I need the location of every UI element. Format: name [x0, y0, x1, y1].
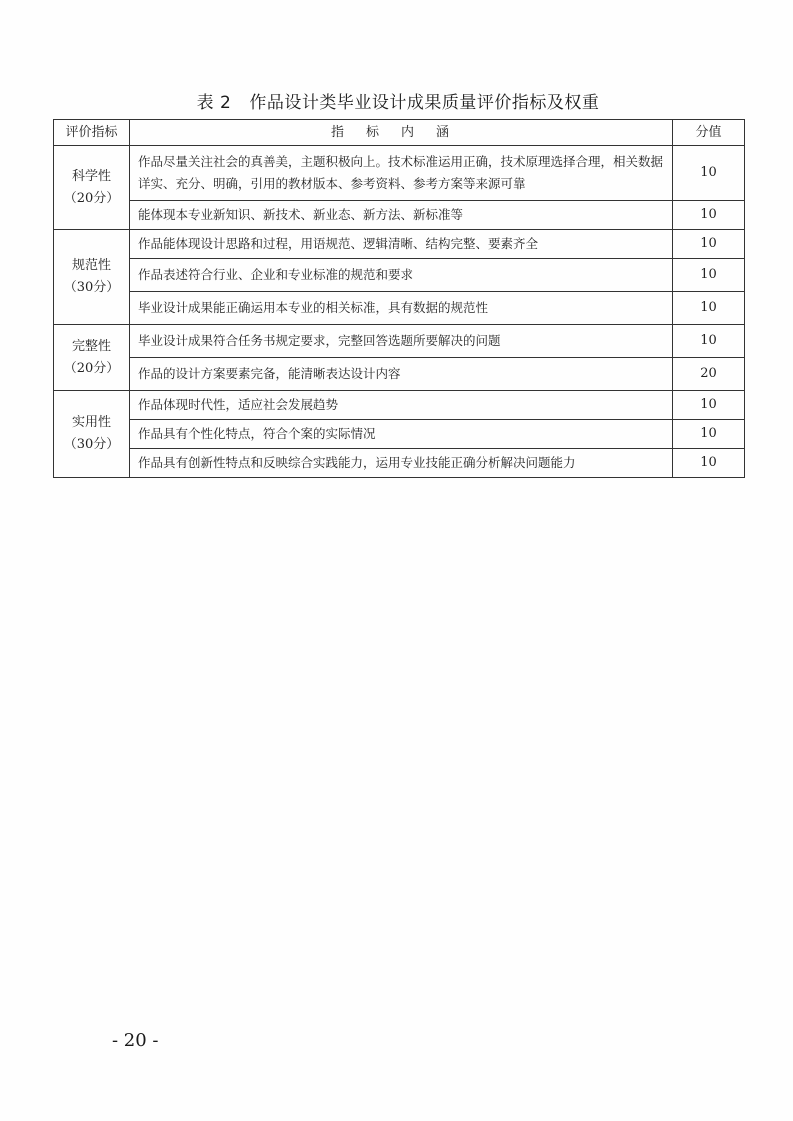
content-cell: 作品具有个性化特点，符合个案的实际情况 — [130, 420, 673, 449]
score-cell: 10 — [673, 201, 745, 230]
evaluation-table — [53, 119, 745, 478]
score-cell: 10 — [673, 325, 745, 358]
content-cell: 作品具有创新性特点和反映综合实践能力，运用专业技能正确分析解决问题能力 — [130, 449, 673, 478]
category-weight: （30分） — [63, 280, 120, 295]
page-number: - 20 - — [112, 1030, 159, 1051]
category-weight: （20分） — [63, 190, 120, 206]
content-cell: 毕业设计成果能正确运用本专业的相关标准，具有数据的规范性 — [130, 292, 673, 325]
table-title — [52, 88, 744, 113]
score-cell: 10 — [673, 230, 745, 259]
table-row — [54, 358, 745, 391]
score-cell: 10 — [673, 420, 745, 449]
score-cell: 10 — [673, 391, 745, 420]
table-row — [54, 230, 745, 259]
content-cell: 作品尽量关注社会的真善美，主题积极向上。技术标准运用正确，技术原理选择合理，相关数据详实、充分、明确，引用的教材版本、参考资料、参考方案等来源可靠 — [130, 146, 673, 201]
category-cell-completeness — [54, 325, 130, 391]
score-cell: 20 — [673, 358, 745, 391]
table-row — [54, 259, 745, 292]
score-cell: 10 — [673, 292, 745, 325]
category-weight: （20分） — [63, 360, 120, 376]
content-cell: 作品表述符合行业、企业和专业标准的规范和要求 — [130, 259, 673, 292]
score-cell: 10 — [673, 146, 745, 201]
score-cell: 10 — [673, 449, 745, 478]
table-row — [54, 146, 745, 201]
header-content: 指标内涵 — [130, 120, 673, 146]
table-title-text: 作品设计类毕业设计成果质量评价指标及权重 — [249, 93, 600, 113]
table-row — [54, 391, 745, 420]
category-cell-normative — [54, 230, 130, 325]
header-category: 评价指标 — [54, 120, 130, 146]
category-cell-scientific — [54, 146, 130, 230]
score-cell: 10 — [673, 259, 745, 292]
table-row — [54, 420, 745, 449]
category-cell-practicality — [54, 391, 130, 478]
table-title-prefix: 表 2 — [196, 93, 232, 113]
category-weight: （30分） — [63, 437, 120, 452]
content-cell: 能体现本专业新知识、新技术、新业态、新方法、新标准等 — [130, 201, 673, 230]
header-score: 分值 — [673, 120, 745, 146]
content-cell: 毕业设计成果符合任务书规定要求，完整回答选题所要解决的问题 — [130, 325, 673, 358]
table-header-row — [54, 120, 745, 146]
table-row — [54, 201, 745, 230]
content-cell: 作品体现时代性，适应社会发展趋势 — [130, 391, 673, 420]
category-name: 科学性 — [71, 168, 111, 184]
content-cell: 作品的设计方案要素完备，能清晰表达设计内容 — [130, 358, 673, 391]
content-cell: 作品能体现设计思路和过程，用语规范、逻辑清晰、结构完整、要素齐全 — [130, 230, 673, 259]
category-name: 实用性 — [71, 415, 111, 430]
category-name: 规范性 — [71, 258, 111, 273]
category-name: 完整性 — [71, 338, 111, 354]
table-row — [54, 292, 745, 325]
table-row — [54, 449, 745, 478]
table-row — [54, 325, 745, 358]
